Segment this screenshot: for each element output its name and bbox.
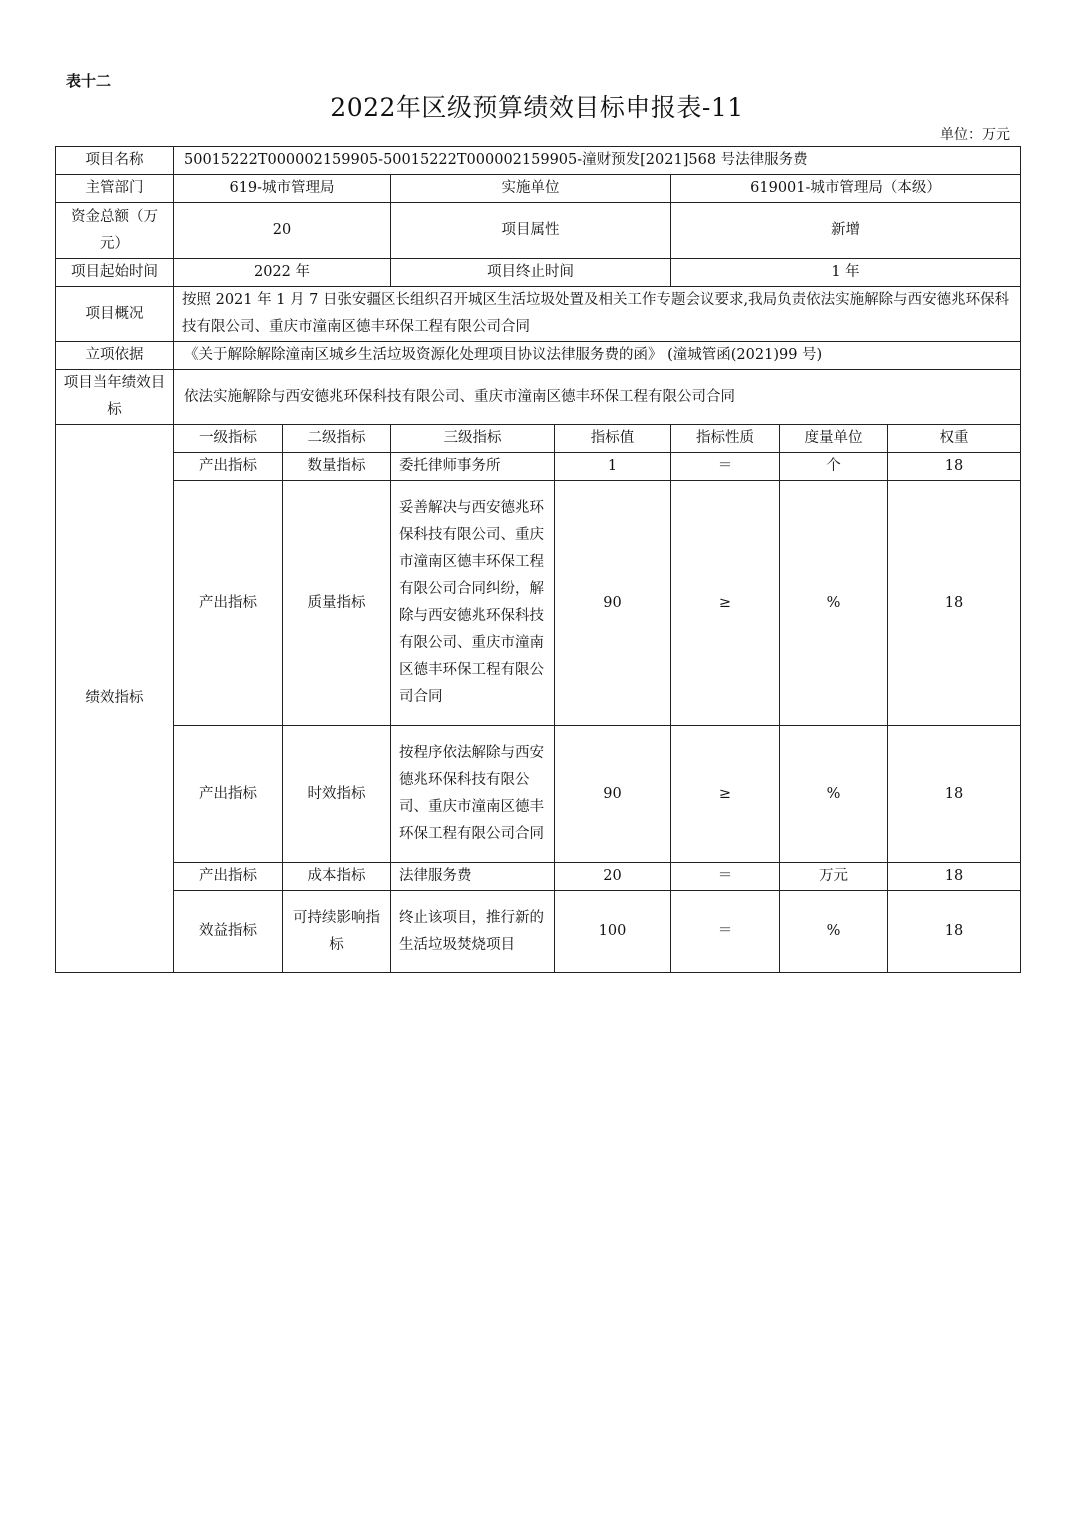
column-header: 权重 — [888, 425, 1021, 453]
table-number: 表十二 — [66, 72, 112, 90]
level2-cell: 质量指标 — [283, 481, 391, 726]
row-goal — [56, 370, 1021, 425]
fund-label: 资金总额（万元） — [56, 203, 174, 259]
start-value: 2022 年 — [174, 259, 391, 287]
unit-cell: 个 — [780, 453, 888, 481]
impl-value: 619001-城市管理局（本级） — [671, 175, 1021, 203]
level1-cell: 效益指标 — [174, 891, 283, 973]
unit-label: 单位：万元 — [940, 127, 1010, 143]
level1-cell: 产出指标 — [174, 453, 283, 481]
goal-value: 依法实施解除与西安德兆环保科技有限公司、重庆市潼南区德丰环保工程有限公司合同 — [174, 370, 1021, 425]
page-title: 2022年区级预算绩效目标申报表-11 — [330, 93, 744, 122]
level1-cell: 产出指标 — [174, 863, 283, 891]
row-project-name — [56, 147, 1021, 175]
nature-cell: ＝ — [671, 891, 780, 973]
weight-cell: 18 — [888, 481, 1021, 726]
value-cell: 1 — [555, 453, 671, 481]
nature-cell: ≥ — [671, 726, 780, 863]
dept-label: 主管部门 — [56, 175, 174, 203]
unit-cell: % — [780, 891, 888, 973]
nature-cell: ≥ — [671, 481, 780, 726]
level3-cell: 终止该项目，推行新的生活垃圾焚烧项目 — [391, 891, 555, 973]
basis-value: 《关于解除解除潼南区城乡生活垃圾资源化处理项目协议法律服务费的函》 (潼城管函(2021)99 号) — [174, 342, 1021, 370]
column-header: 三级指标 — [391, 425, 555, 453]
column-header: 二级指标 — [283, 425, 391, 453]
end-value: 1 年 — [671, 259, 1021, 287]
impl-label: 实施单位 — [391, 175, 671, 203]
row-period — [56, 259, 1021, 287]
start-label: 项目起始时间 — [56, 259, 174, 287]
row-department — [56, 175, 1021, 203]
indicator-row — [56, 481, 1021, 726]
budget-target-table — [55, 146, 1021, 973]
goal-label: 项目当年绩效目标 — [56, 370, 174, 425]
row-overview — [56, 287, 1021, 342]
weight-cell: 18 — [888, 863, 1021, 891]
row-basis — [56, 342, 1021, 370]
level3-cell: 法律服务费 — [391, 863, 555, 891]
value-cell: 100 — [555, 891, 671, 973]
dept-value: 619-城市管理局 — [174, 175, 391, 203]
indicator-row — [56, 453, 1021, 481]
level3-cell: 委托律师事务所 — [391, 453, 555, 481]
value-cell: 90 — [555, 726, 671, 863]
column-header: 度量单位 — [780, 425, 888, 453]
value-cell: 90 — [555, 481, 671, 726]
project-name-value: 50015222T000002159905-50015222T000002159905-潼财预发[2021]568 号法律服务费 — [174, 147, 1021, 175]
level3-cell: 按程序依法解除与西安德兆环保科技有限公司、重庆市潼南区德丰环保工程有限公司合同 — [391, 726, 555, 863]
indicator-row — [56, 863, 1021, 891]
column-header: 一级指标 — [174, 425, 283, 453]
fund-value: 20 — [174, 203, 391, 259]
level2-cell: 时效指标 — [283, 726, 391, 863]
indicator-row — [56, 891, 1021, 973]
level1-cell: 产出指标 — [174, 726, 283, 863]
unit-cell: 万元 — [780, 863, 888, 891]
attr-label: 项目属性 — [391, 203, 671, 259]
nature-cell: ＝ — [671, 453, 780, 481]
level1-cell: 产出指标 — [174, 481, 283, 726]
overview-label: 项目概况 — [56, 287, 174, 342]
weight-cell: 18 — [888, 726, 1021, 863]
indicators-section-label: 绩效指标 — [56, 425, 174, 973]
basis-label: 立项依据 — [56, 342, 174, 370]
level2-cell: 数量指标 — [283, 453, 391, 481]
overview-value: 按照 2021 年 1 月 7 日张安疆区长组织召开城区生活垃圾处置及相关工作专题会议要求,我局负责依法实施解除与西安德兆环保科技有限公司、重庆市潼南区德丰环保工程有限公司合同 — [174, 287, 1021, 342]
end-label: 项目终止时间 — [391, 259, 671, 287]
unit-cell: % — [780, 481, 888, 726]
nature-cell: ＝ — [671, 863, 780, 891]
column-header: 指标性质 — [671, 425, 780, 453]
weight-cell: 18 — [888, 453, 1021, 481]
level2-cell: 成本指标 — [283, 863, 391, 891]
indicator-row — [56, 726, 1021, 863]
project-name-label: 项目名称 — [56, 147, 174, 175]
weight-cell: 18 — [888, 891, 1021, 973]
column-header: 指标值 — [555, 425, 671, 453]
unit-cell: % — [780, 726, 888, 863]
level2-cell: 可持续影响指标 — [283, 891, 391, 973]
value-cell: 20 — [555, 863, 671, 891]
attr-value: 新增 — [671, 203, 1021, 259]
row-fund — [56, 203, 1021, 259]
indicator-header-row — [56, 425, 1021, 453]
level3-cell: 妥善解决与西安德兆环保科技有限公司、重庆市潼南区德丰环保工程有限公司合同纠纷，解除与西安德兆环保科技有限公司、重庆市潼南区德丰环保工程有限公司合同 — [391, 481, 555, 726]
